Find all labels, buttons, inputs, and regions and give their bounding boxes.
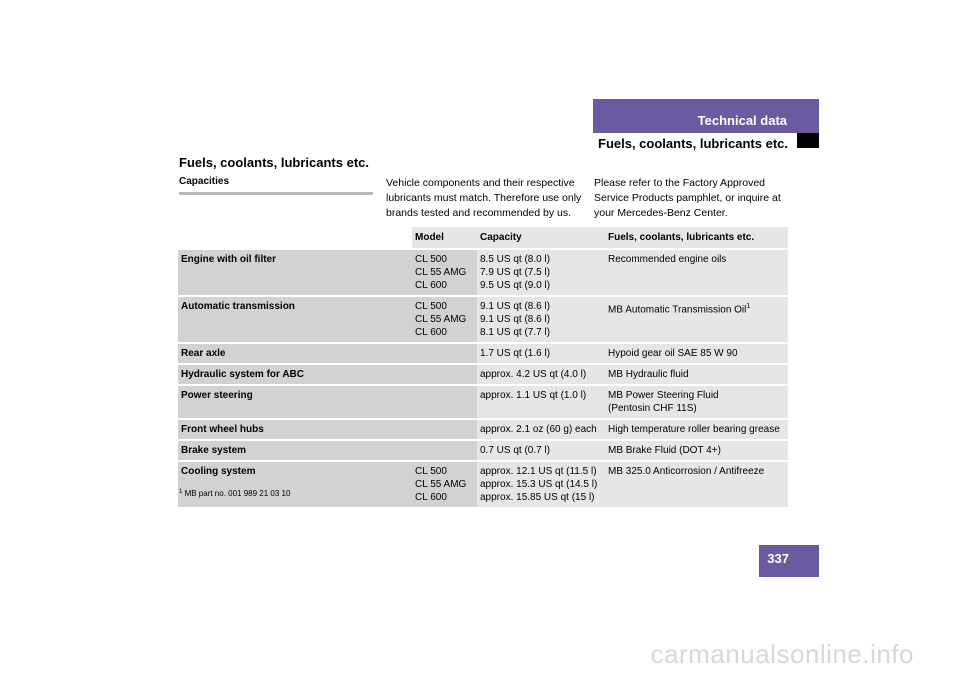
- fluid-text: MB Power Steering Fluid (Pentosin CHF 11S): [608, 390, 719, 414]
- subsection-title: Capacities: [179, 176, 373, 195]
- fluid-text: MB Brake Fluid (DOT 4+): [608, 445, 721, 456]
- column-header-fluid: Fuels, coolants, lubricants etc.: [605, 227, 788, 248]
- component-name: Automatic transmission: [178, 297, 412, 342]
- fluid-text: MB 325.0 Anticorrosion / Antifreeze: [608, 466, 765, 477]
- table-body: [178, 250, 788, 507]
- intro-paragraph-2: Please refer to the Factory Approved Service Products pamphlet, or inquire at your Mercedes-Benz Center.: [594, 177, 781, 219]
- table-row: [178, 441, 788, 460]
- footnote-text: MB part no. 001 989 21 03 10: [184, 489, 291, 498]
- component-name: Front wheel hubs: [178, 420, 412, 439]
- component-fluid: [605, 250, 788, 295]
- component-model: [412, 386, 477, 418]
- fluid-text: Hypoid gear oil SAE 85 W 90: [608, 348, 738, 359]
- table-row: [178, 365, 788, 384]
- component-name: Brake system: [178, 441, 412, 460]
- component-fluid: [605, 297, 788, 342]
- component-capacity: 8.5 US qt (8.0 l) 7.9 US qt (7.5 l) 9.5 US qt (9.0 l): [477, 250, 605, 295]
- component-model: CL 500 CL 55 AMG CL 600: [412, 250, 477, 295]
- component-capacity: 9.1 US qt (8.6 l) 9.1 US qt (8.6 l) 8.1 US qt (7.7 l): [477, 297, 605, 342]
- component-model: [412, 365, 477, 384]
- component-model: [412, 441, 477, 460]
- component-name: Engine with oil filter: [178, 250, 412, 295]
- footnote-marker: 1: [179, 489, 183, 495]
- page-number-box: [759, 545, 819, 577]
- component-fluid: [605, 420, 788, 439]
- component-fluid: [605, 365, 788, 384]
- header-title: Technical data: [697, 113, 787, 128]
- component-fluid: [605, 441, 788, 460]
- component-model: CL 500 CL 55 AMG CL 600: [412, 297, 477, 342]
- header-subtitle: Fuels, coolants, lubricants etc.: [598, 136, 788, 151]
- component-name: Hydraulic system for ABC: [178, 365, 412, 384]
- fluid-text: MB Hydraulic fluid: [608, 369, 689, 380]
- table-header-row: [178, 227, 788, 248]
- watermark: carmanualsonline.info: [650, 639, 914, 669]
- header-marker: [797, 133, 819, 148]
- component-fluid: [605, 462, 788, 507]
- footnote-reference: 1: [746, 303, 751, 310]
- component-name: Rear axle: [178, 344, 412, 363]
- component-capacity: 0.7 US qt (0.7 l): [477, 441, 605, 460]
- header-banner: [593, 99, 819, 133]
- table-row: [178, 250, 788, 295]
- component-capacity: approx. 4.2 US qt (4.0 l): [477, 365, 605, 384]
- column-header-component: [178, 227, 412, 248]
- column-header-capacity: Capacity: [477, 227, 605, 248]
- component-fluid: [605, 344, 788, 363]
- fluid-text: MB Automatic Transmission Oil: [608, 304, 747, 316]
- capacities-table: [178, 225, 788, 509]
- component-name: Cooling system: [178, 462, 412, 507]
- section-title: Fuels, coolants, lubricants etc.: [179, 155, 369, 170]
- component-capacity: approx. 12.1 US qt (11.5 l) approx. 15.3 US qt (14.5 l) approx. 15.85 US qt (15 l): [477, 462, 605, 507]
- component-capacity: approx. 2.1 oz (60 g) each: [477, 420, 605, 439]
- component-model: [412, 420, 477, 439]
- table-row: [178, 344, 788, 363]
- table-row: [178, 386, 788, 418]
- fluid-text: High temperature roller bearing grease: [608, 424, 780, 435]
- component-capacity: approx. 1.1 US qt (1.0 l): [477, 386, 605, 418]
- table-row: [178, 297, 788, 342]
- component-capacity: 1.7 US qt (1.6 l): [477, 344, 605, 363]
- page-number: 337: [767, 551, 789, 566]
- intro-paragraph-1: Vehicle components and their respective lubricants must match. Therefore use only brands tested and recommended by us.: [386, 177, 582, 219]
- component-name: Power steering: [178, 386, 412, 418]
- component-fluid: [605, 386, 788, 418]
- footnote: [179, 489, 290, 498]
- component-model: [412, 344, 477, 363]
- column-header-model: Model: [412, 227, 477, 248]
- fluid-text: Recommended engine oils: [608, 254, 727, 265]
- component-model: CL 500 CL 55 AMG CL 600: [412, 462, 477, 507]
- table-row: [178, 420, 788, 439]
- table-row: [178, 462, 788, 507]
